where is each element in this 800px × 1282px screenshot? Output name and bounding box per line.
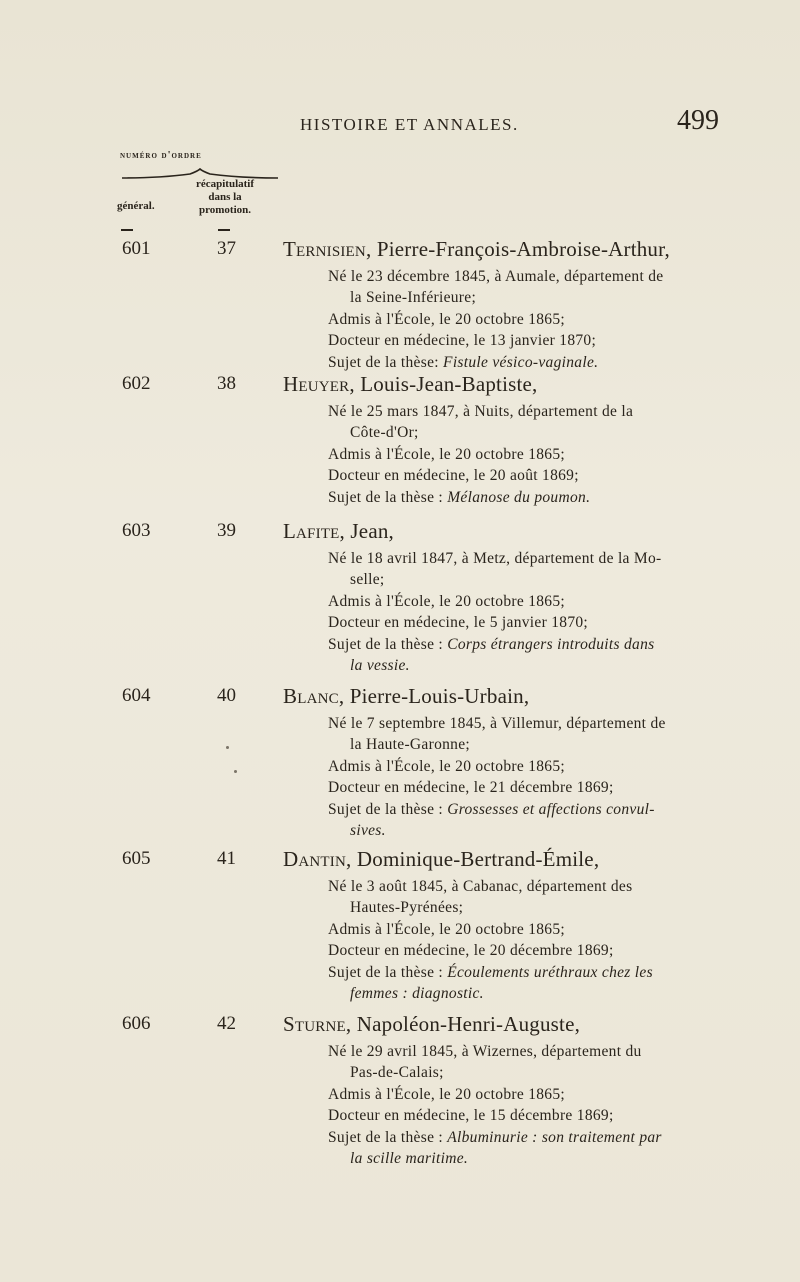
column-divider-dash bbox=[218, 229, 230, 231]
entry-details bbox=[328, 266, 738, 373]
recap-line: promotion. bbox=[198, 204, 252, 216]
thesis-label: Sujet de la thèse : bbox=[328, 963, 448, 981]
thesis-label: Sujet de la thèse: bbox=[328, 353, 444, 371]
entry-details bbox=[328, 1041, 738, 1169]
recap-number: 39 bbox=[217, 520, 236, 541]
detail-line: Docteur en médecine, le 13 janvier 1870; bbox=[328, 332, 597, 350]
page-number: 499 bbox=[677, 105, 719, 136]
thesis-line bbox=[328, 1127, 738, 1148]
surname: Dantin bbox=[283, 847, 347, 871]
column-header bbox=[117, 150, 280, 216]
thesis-title: Grossesses et affections convul- bbox=[447, 800, 655, 818]
detail-line: Né le 7 septembre 1845, à Villemur, département de bbox=[328, 715, 666, 732]
thesis-title-continued: sives. bbox=[350, 822, 386, 840]
general-number: 606 bbox=[122, 1013, 151, 1034]
recap-line: récapitulatif bbox=[195, 178, 255, 190]
general-number: 604 bbox=[122, 685, 151, 706]
thesis-label: Sujet de la thèse : bbox=[328, 635, 448, 653]
detail-line: Docteur en médecine, le 20 août 1869; bbox=[328, 467, 579, 485]
student-name bbox=[283, 237, 670, 262]
detail-line: la Haute-Garonne; bbox=[350, 736, 471, 754]
running-title: HISTOIRE ET ANNALES. bbox=[300, 115, 519, 134]
given-names: , Jean, bbox=[339, 519, 394, 543]
given-names: , Napoléon-Henri-Auguste, bbox=[345, 1012, 581, 1036]
detail-line: Né le 3 août 1845, à Cabanac, département des bbox=[328, 878, 633, 895]
given-names: , Pierre-François-Ambroise-Arthur, bbox=[365, 237, 670, 261]
thesis-line bbox=[328, 487, 738, 508]
column-divider-dash bbox=[121, 229, 133, 231]
paper-speck bbox=[234, 770, 237, 773]
detail-line: Docteur en médecine, le 5 janvier 1870; bbox=[328, 614, 589, 632]
column-header-title: numéro d'ordre bbox=[120, 150, 202, 161]
thesis-title: Corps étrangers introduits dans bbox=[447, 635, 655, 653]
given-names: , Pierre-Louis-Urbain, bbox=[338, 684, 530, 708]
surname: Heuyer bbox=[283, 372, 350, 396]
thesis-line bbox=[328, 634, 738, 655]
thesis-line bbox=[328, 799, 738, 820]
column-header-recap bbox=[175, 178, 275, 217]
detail-line: la Seine-Inférieure; bbox=[350, 289, 477, 307]
column-header-general: général. bbox=[117, 200, 155, 212]
thesis-title: Fistule vésico-vaginale. bbox=[443, 353, 599, 371]
given-names: , Dominique-Bertrand-Émile, bbox=[346, 847, 600, 871]
recap-number: 40 bbox=[217, 685, 236, 706]
student-name bbox=[283, 519, 394, 544]
surname: Sturne bbox=[283, 1012, 346, 1036]
thesis-line bbox=[328, 352, 738, 373]
surname: Ternisien bbox=[283, 237, 366, 261]
student-name bbox=[283, 684, 529, 709]
detail-line: Né le 25 mars 1847, à Nuits, département de la bbox=[328, 403, 634, 420]
detail-line: Hautes-Pyrénées; bbox=[350, 899, 464, 917]
detail-line: Pas-de-Calais; bbox=[350, 1064, 444, 1082]
recap-line: dans la bbox=[208, 191, 242, 203]
thesis-label: Sujet de la thèse : bbox=[328, 488, 448, 506]
detail-line: Admis à l'École, le 20 octobre 1865; bbox=[328, 757, 565, 775]
detail-line: selle; bbox=[350, 571, 385, 589]
student-name bbox=[283, 1012, 580, 1037]
thesis-label: Sujet de la thèse : bbox=[328, 1128, 448, 1146]
detail-line: Admis à l'École, le 20 octobre 1865; bbox=[328, 445, 565, 463]
detail-line: Admis à l'École, le 20 octobre 1865; bbox=[328, 592, 565, 610]
entry-details bbox=[328, 713, 738, 841]
thesis-title: Albuminurie : son traitement par bbox=[447, 1128, 662, 1146]
detail-line: Admis à l'École, le 20 octobre 1865; bbox=[328, 1085, 565, 1103]
student-name bbox=[283, 372, 537, 397]
detail-line: Docteur en médecine, le 20 décembre 1869; bbox=[328, 942, 614, 960]
given-names: , Louis-Jean-Baptiste, bbox=[349, 372, 538, 396]
entry-details bbox=[328, 876, 738, 1004]
detail-line: Né le 29 avril 1845, à Wizernes, département du bbox=[328, 1043, 642, 1060]
detail-line: Docteur en médecine, le 15 décembre 1869; bbox=[328, 1107, 614, 1125]
detail-line: Né le 18 avril 1847, à Metz, département de la Mo- bbox=[328, 550, 662, 567]
surname: Lafite bbox=[283, 519, 340, 543]
thesis-label: Sujet de la thèse : bbox=[328, 800, 448, 818]
detail-line: Côte-d'Or; bbox=[350, 424, 419, 442]
thesis-title: Mélanose du poumon. bbox=[447, 488, 591, 506]
detail-line: Admis à l'École, le 20 octobre 1865; bbox=[328, 310, 565, 328]
recap-number: 37 bbox=[217, 238, 236, 259]
thesis-title-continued: la vessie. bbox=[350, 657, 410, 675]
thesis-title: Écoulements uréthraux chez les bbox=[447, 963, 653, 981]
thesis-title-continued: femmes : diagnostic. bbox=[350, 985, 484, 1003]
recap-number: 41 bbox=[217, 848, 236, 869]
entry-details bbox=[328, 401, 738, 508]
general-number: 605 bbox=[122, 848, 151, 869]
detail-line: Admis à l'École, le 20 octobre 1865; bbox=[328, 920, 565, 938]
entry-details bbox=[328, 548, 738, 676]
surname: Blanc bbox=[283, 684, 339, 708]
general-number: 602 bbox=[122, 373, 151, 394]
general-number: 601 bbox=[122, 238, 151, 259]
general-number: 603 bbox=[122, 520, 151, 541]
recap-number: 38 bbox=[217, 373, 236, 394]
student-name bbox=[283, 847, 599, 872]
detail-line: Docteur en médecine, le 21 décembre 1869; bbox=[328, 779, 614, 797]
thesis-title-continued: la scille maritime. bbox=[350, 1150, 469, 1168]
recap-number: 42 bbox=[217, 1013, 236, 1034]
detail-line: Né le 23 décembre 1845, à Aumale, département de bbox=[328, 268, 664, 285]
paper-speck bbox=[226, 746, 229, 749]
thesis-line bbox=[328, 962, 738, 983]
